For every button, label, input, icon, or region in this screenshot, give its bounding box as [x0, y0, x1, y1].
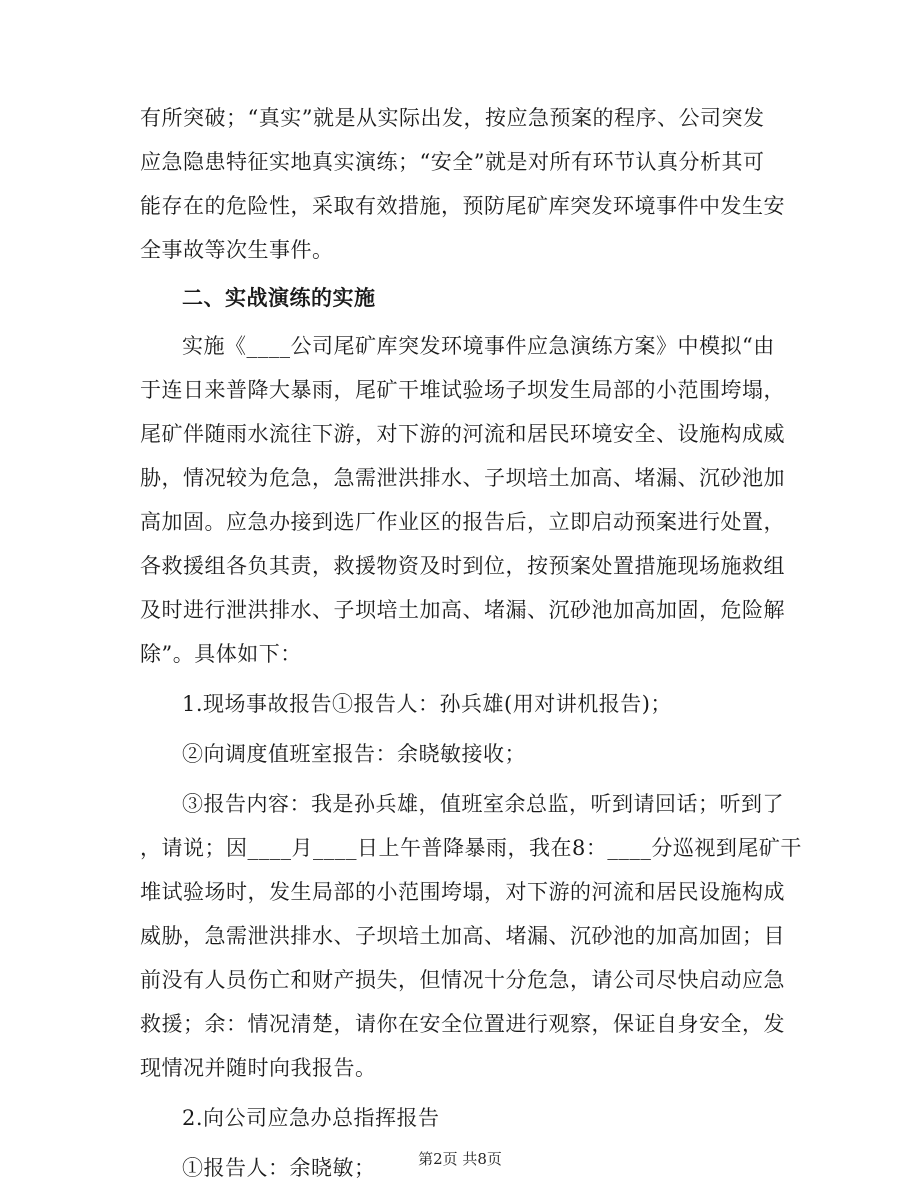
list-item-2: 2.向公司应急办总指挥报告 — [182, 1106, 440, 1130]
text-line: 现情况并随时向我报告。 — [140, 1056, 377, 1080]
text-line: 实施《____公司尾矿库突发环境事件应急演练方案》中模拟“由 — [182, 334, 775, 358]
text-line: 尾矿伴随雨水流往下游，对下游的河流和居民环境安全、设施构成威 — [140, 422, 785, 446]
text-line: 及时进行泄洪排水、子坝培土加高、堵漏、沉砂池加高加固，危险解 — [140, 598, 785, 622]
text-line: 前没有人员伤亡和财产损失，但情况十分危急，请公司尽快启动应急 — [140, 968, 785, 992]
text-line: 有所突破；“真实”就是从实际出发，按应急预案的程序、公司突发 — [140, 106, 765, 130]
list-item-1-2: ②向调度值班室报告：余晓敏接收； — [182, 742, 526, 766]
page-number-footer: 第2页 共8页 — [418, 1150, 502, 1168]
text-line: 堆试验场时，发生局部的小范围垮塌，对下游的河流和居民设施构成 — [140, 880, 785, 904]
text-line: 除”。具体如下： — [140, 642, 302, 666]
text-line: 全事故等次生事件。 — [140, 238, 334, 262]
document-body — [140, 96, 802, 1190]
text-line: 救援；余：情况清楚，请你在安全位置进行观察，保证自身安全，发 — [140, 1012, 785, 1036]
paragraph-report-content — [140, 782, 802, 1090]
text-line: ③报告内容：我是孙兵雄，值班室余总监，听到请回话；听到了 — [182, 792, 784, 816]
text-line: 威胁，急需泄洪排水、子坝培土加高、堵漏、沉砂池的加高加固；目 — [140, 924, 785, 948]
paragraph-continuation — [140, 96, 785, 272]
section-heading: 二、实战演练的实施 — [182, 286, 376, 310]
text-line: 能存在的危险性，采取有效措施，预防尾矿库突发环境事件中发生安 — [140, 194, 785, 218]
text-line: 于连日来普降大暴雨，尾矿干堆试验场子坝发生局部的小范围垮塌， — [140, 378, 785, 402]
list-item-1: 1.现场事故报告①报告人：孙兵雄(用对讲机报告)； — [182, 692, 672, 716]
text-line: ，请说；因____月____日上午普降暴雨，我在8：____分巡视到尾矿干 — [140, 836, 802, 860]
text-line: 应急隐患特征实地真实演练；“安全”就是对所有环节认真分析其可 — [140, 150, 765, 174]
list-item-2-1: ①报告人：余晓敏； — [182, 1156, 376, 1180]
text-line: 各救援组各负其责，救援物资及时到位，按预案处置措施现场施救组 — [140, 554, 785, 578]
paragraph-implementation — [140, 324, 785, 676]
text-line: 胁，情况较为危急，急需泄洪排水、子坝培土加高、堵漏、沉砂池加 — [140, 466, 785, 490]
text-line: 高加固。应急办接到选厂作业区的报告后，立即启动预案进行处置， — [140, 510, 785, 534]
